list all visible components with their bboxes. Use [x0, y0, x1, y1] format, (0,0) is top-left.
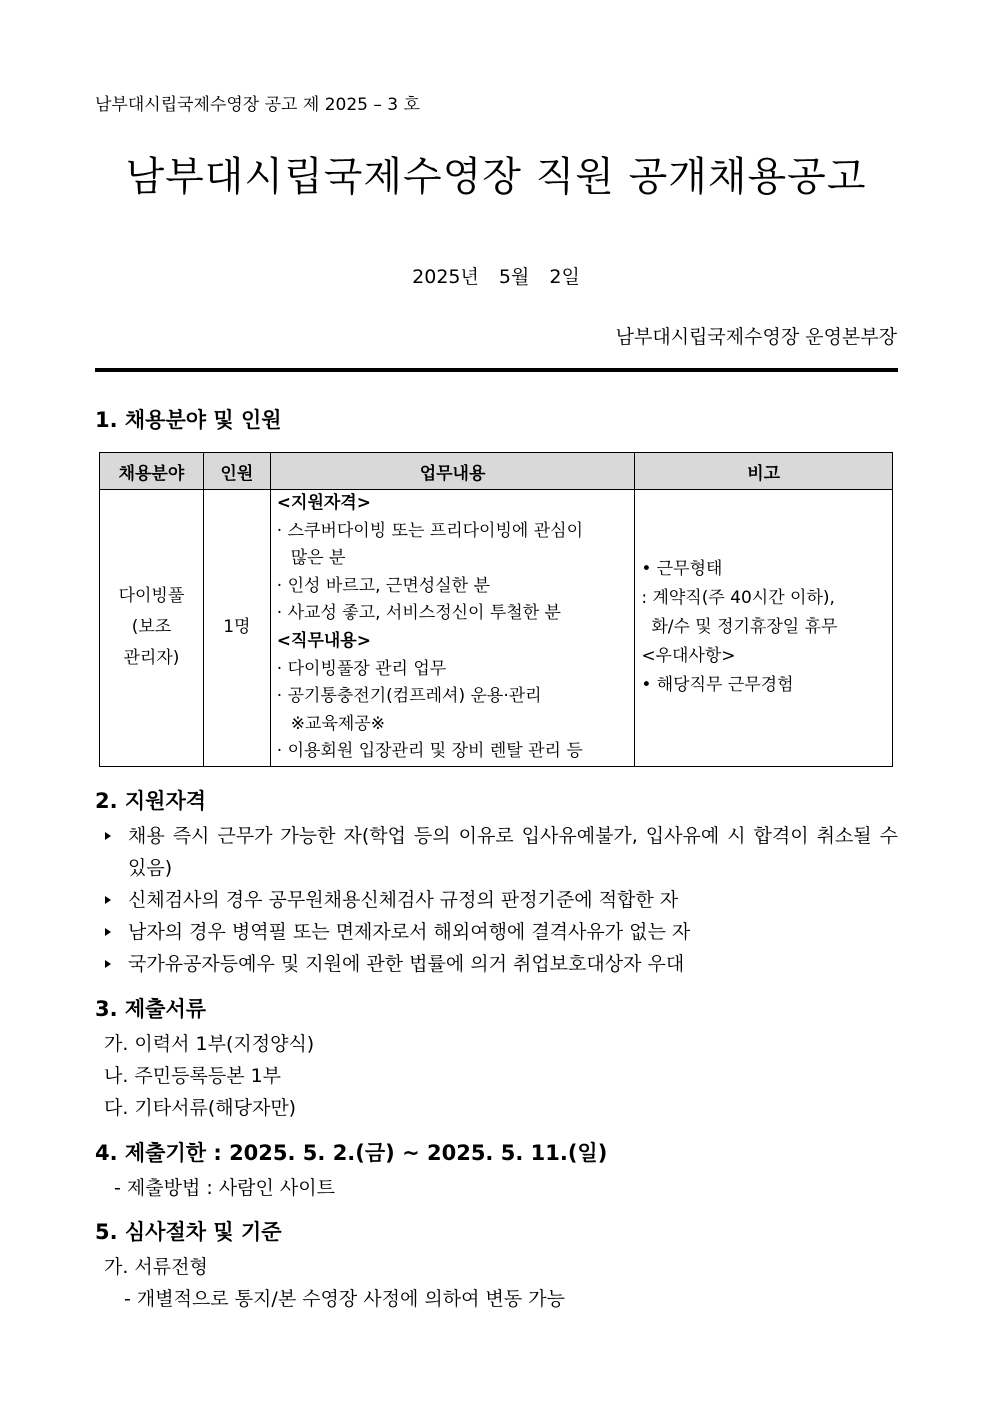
notice-number: 남부대시립국제수영장 공고 제 2025 – 3 호 [95, 95, 420, 115]
duty-line: ※교육제공※ [290, 713, 385, 734]
note-line: : 계약직(주 40시간 이하), [641, 588, 835, 609]
duty-line: · 스쿠버다이빙 또는 프리다이빙에 관심이 [276, 520, 583, 541]
table-row [100, 490, 893, 767]
list-item [103, 948, 898, 980]
list-item [103, 916, 898, 948]
issuer: 남부대시립국제수영장 운영본부장 [615, 326, 897, 348]
list-item [103, 820, 898, 884]
page-title: 남부대시립국제수영장 직원 공개채용공고 [125, 154, 867, 200]
header-duties: 업무내용 [270, 453, 635, 490]
section4-heading: 4. 제출기한 : 2025. 5. 2.(금) ~ 2025. 5. 11.(일) [95, 1141, 608, 1165]
list-item-text: 국가유공자등예우 및 지원에 관한 법률에 의거 취업보호대상자 우대 [128, 953, 685, 975]
screening-stage: 가. 서류전형 [104, 1256, 208, 1278]
submission-method: - 제출방법 : 사람인 사이트 [114, 1177, 335, 1199]
list-item-text: 채용 즉시 근무가 가능한 자(학업 등의 이유로 입사유예불가, 입사유예 시 합격이 취소될 수 있음) [128, 825, 898, 879]
section5-heading: 5. 심사절차 및 기준 [95, 1220, 282, 1244]
duty-heading: <직무내용> [276, 630, 371, 651]
list-item [103, 884, 898, 916]
list-item: 가. 이력서 1부(지정양식) [104, 1033, 315, 1055]
note-line: • 해당직무 근무경험 [641, 675, 794, 696]
duty-line: · 다이빙풀장 관리 업무 [276, 658, 447, 679]
duty-line: · 이용회원 입장관리 및 장비 렌탈 관리 등 [276, 741, 583, 762]
documents-list [104, 1028, 314, 1124]
duty-line: · 사교성 좋고, 서비스정신이 투철한 분 [276, 603, 561, 624]
duty-line: 많은 분 [290, 548, 346, 569]
note-line: • 근무형태 [641, 559, 723, 580]
screening-detail: - 개별적으로 통지/본 수영장 사정에 의하여 변동 가능 [124, 1288, 565, 1310]
triangle-bullet-icon [105, 832, 111, 840]
list-item-text: 남자의 경우 병역필 또는 면제자로서 해외여행에 결격사유가 없는 자 [128, 921, 691, 943]
section1-heading: 1. 채용분야 및 인원 [95, 408, 282, 432]
table-header-row [100, 453, 893, 490]
qualification-list [103, 820, 898, 980]
note-line: 화/수 및 정기휴장일 휴무 [651, 617, 838, 638]
field-line: 다이빙풀 [118, 586, 185, 607]
duty-heading: <지원자격> [276, 493, 371, 513]
header-headcount: 인원 [203, 453, 270, 490]
header-field: 채용분야 [100, 453, 204, 490]
field-cell [100, 490, 204, 767]
triangle-bullet-icon [105, 960, 111, 968]
list-item: 나. 주민등록등본 1부 [104, 1065, 282, 1087]
triangle-bullet-icon [105, 928, 111, 936]
notes-cell [635, 490, 893, 767]
headcount-cell: 1명 [203, 490, 270, 767]
field-line: (보조 [131, 617, 172, 638]
field-line: 관리자) [123, 648, 180, 669]
duties-cell [270, 490, 635, 767]
section3-heading: 3. 제출서류 [95, 997, 207, 1021]
list-item-text: 신체검사의 경우 공무원채용신체검사 규정의 판정기준에 적합한 자 [128, 889, 679, 911]
list-item: 다. 기타서류(해당자만) [104, 1097, 297, 1119]
section2-heading: 2. 지원자격 [95, 789, 207, 813]
title-divider [95, 368, 898, 372]
triangle-bullet-icon [105, 896, 111, 904]
duty-line: · 공기통충전기(컴프레셔) 운용·관리 [276, 686, 542, 707]
notice-date: 2025년 5월 2일 [412, 266, 580, 288]
recruit-table [99, 452, 893, 767]
header-notes: 비고 [635, 453, 893, 490]
duty-line: · 인성 바르고, 근면성실한 분 [276, 575, 490, 596]
note-heading: <우대사항> [641, 646, 736, 667]
